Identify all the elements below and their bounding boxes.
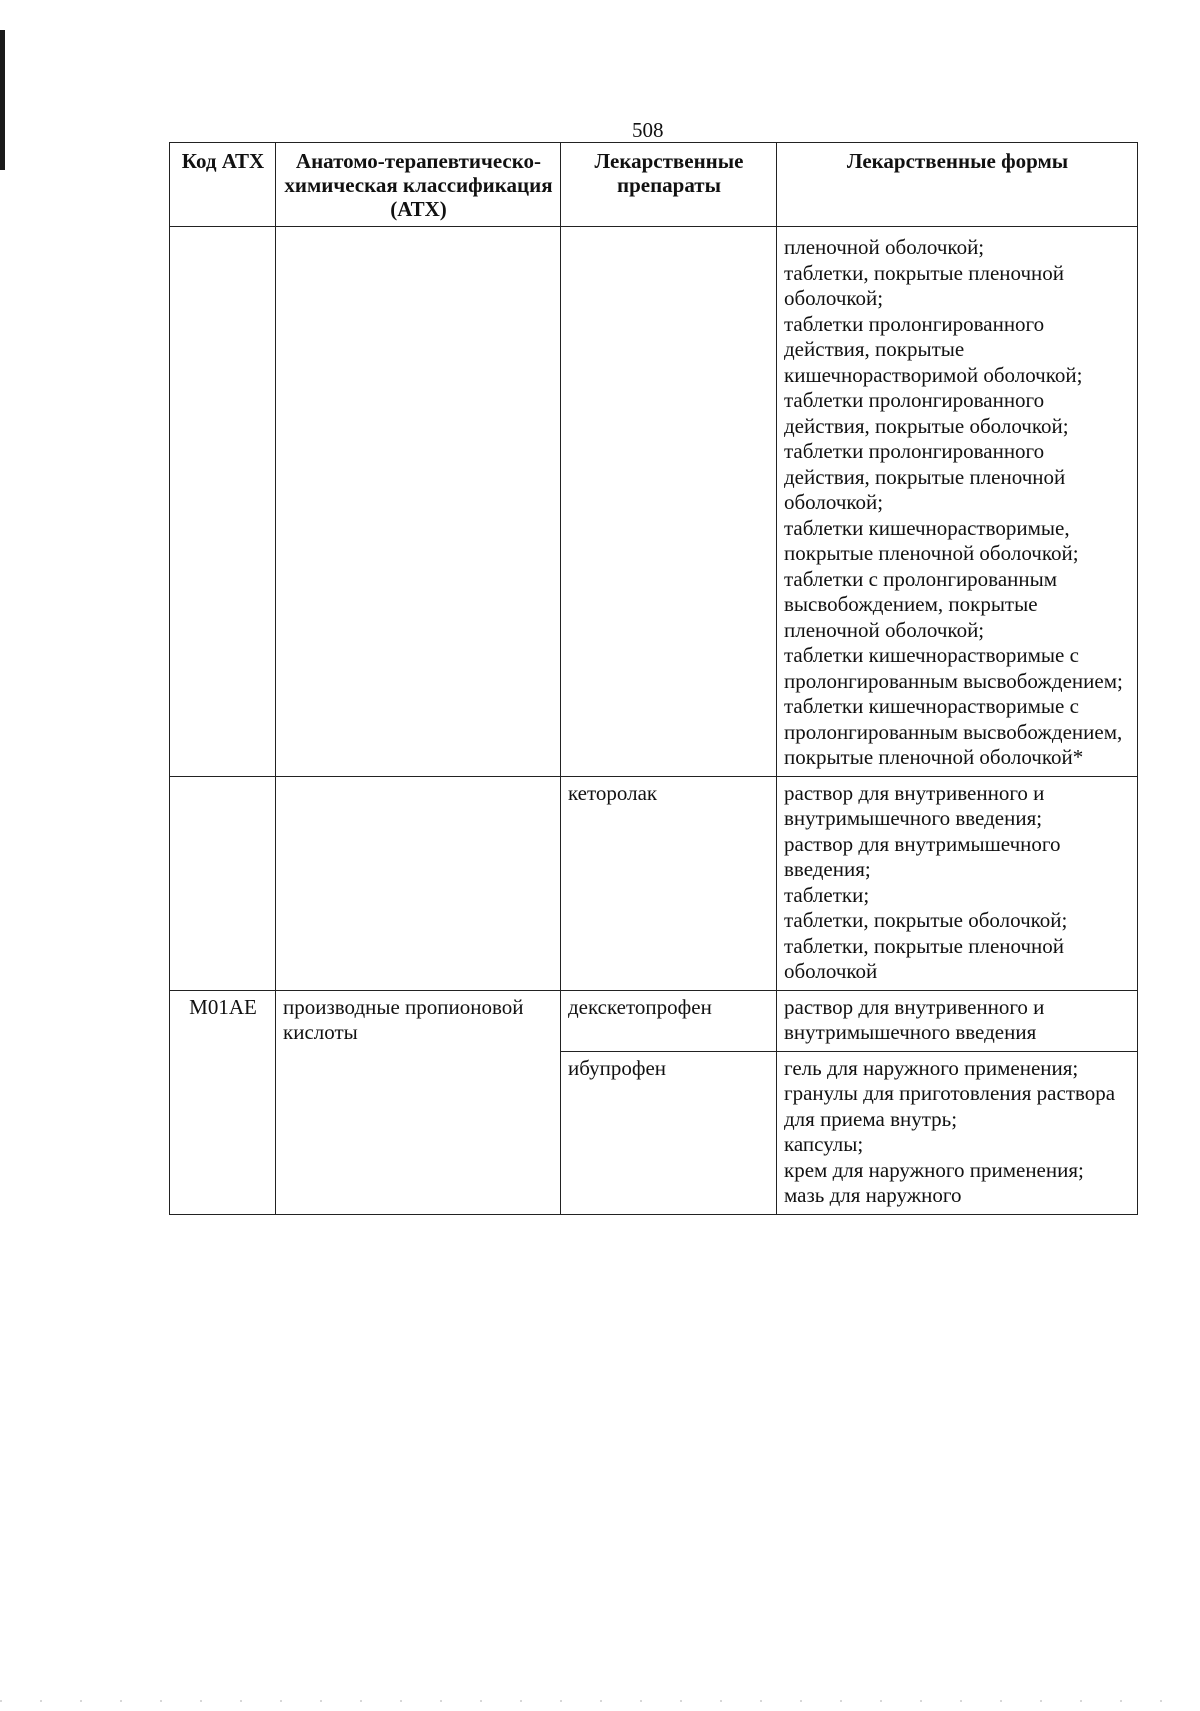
- cell-classification: [276, 227, 561, 777]
- cell-code: [170, 776, 276, 990]
- cell-preparation: декскетопрофен: [561, 990, 777, 1051]
- form-item: мазь для наружного: [784, 1183, 962, 1207]
- form-item: таблетки пролонгированного действия, покрытые кишечнорастворимой оболочкой;: [784, 311, 1083, 387]
- form-item: крем для наружного применения;: [784, 1157, 1084, 1182]
- form-item: гранулы для приготовления раствора для приема внутрь;: [784, 1081, 1116, 1131]
- page-number: 508: [632, 118, 664, 142]
- cell-code: M01AE: [170, 990, 276, 1214]
- form-item: гель для наружного применения;: [784, 1055, 1079, 1080]
- cell-forms: [777, 227, 1138, 777]
- table-row: [170, 776, 1138, 990]
- form-item: капсулы;: [784, 1132, 864, 1156]
- table-header-row: [170, 143, 1138, 227]
- cell-classification: [276, 776, 561, 990]
- scan-noise-line: [0, 1700, 1200, 1702]
- form-item: таблетки, покрытые оболочкой;: [784, 908, 1068, 932]
- cell-forms: [777, 990, 1138, 1051]
- form-item: таблетки, покрытые пленочной оболочкой;: [784, 260, 1065, 310]
- form-item: таблетки пролонгированного действия, покрытые оболочкой;: [784, 388, 1069, 438]
- cell-forms: [777, 776, 1138, 990]
- header-preparations: Лекарственные препараты: [561, 143, 777, 227]
- form-item: раствор для внутривенного и внутримышечного введения;: [784, 780, 1045, 830]
- scan-edge-mark: [0, 30, 5, 170]
- cell-code: [170, 227, 276, 777]
- cell-preparation: [561, 227, 777, 777]
- forms-list: [784, 1056, 1131, 1209]
- cell-forms: [777, 1051, 1138, 1214]
- cell-preparation: ибупрофен: [561, 1051, 777, 1214]
- form-item: таблетки кишечнорастворимые с пролонгированным высвобождением, покрытые пленочной оболочкой*: [784, 694, 1123, 769]
- header-classification: Анатомо-терапевтическо-химическая классификация (АТХ): [276, 143, 561, 227]
- form-item: таблетки кишечнорастворимые с пролонгированным высвобождением;: [784, 643, 1123, 693]
- form-item: таблетки, покрытые пленочной оболочкой: [784, 933, 1065, 983]
- form-item: таблетки с пролонгированным высвобождением, покрытые пленочной оболочкой;: [784, 566, 1058, 642]
- table-row: [170, 227, 1138, 777]
- cell-preparation: кеторолак: [561, 776, 777, 990]
- forms-list: [784, 235, 1131, 771]
- form-item: раствор для внутривенного и внутримышечного введения: [784, 994, 1045, 1044]
- form-item: таблетки пролонгированного действия, покрытые пленочной оболочкой;: [784, 439, 1066, 514]
- form-item: раствор для внутримышечного введения;: [784, 831, 1061, 881]
- form-item: таблетки;: [784, 882, 870, 907]
- cell-classification: производные пропионовой кислоты: [276, 990, 561, 1214]
- header-code: Код АТХ: [170, 143, 276, 227]
- forms-list: [784, 781, 1131, 985]
- forms-list: [784, 995, 1131, 1046]
- atc-table: [169, 142, 1138, 1215]
- form-item: таблетки кишечнорастворимые, покрытые пленочной оболочкой;: [784, 515, 1079, 565]
- form-item: пленочной оболочкой;: [784, 235, 985, 259]
- header-forms: Лекарственные формы: [777, 143, 1138, 227]
- table-row: [170, 990, 1138, 1051]
